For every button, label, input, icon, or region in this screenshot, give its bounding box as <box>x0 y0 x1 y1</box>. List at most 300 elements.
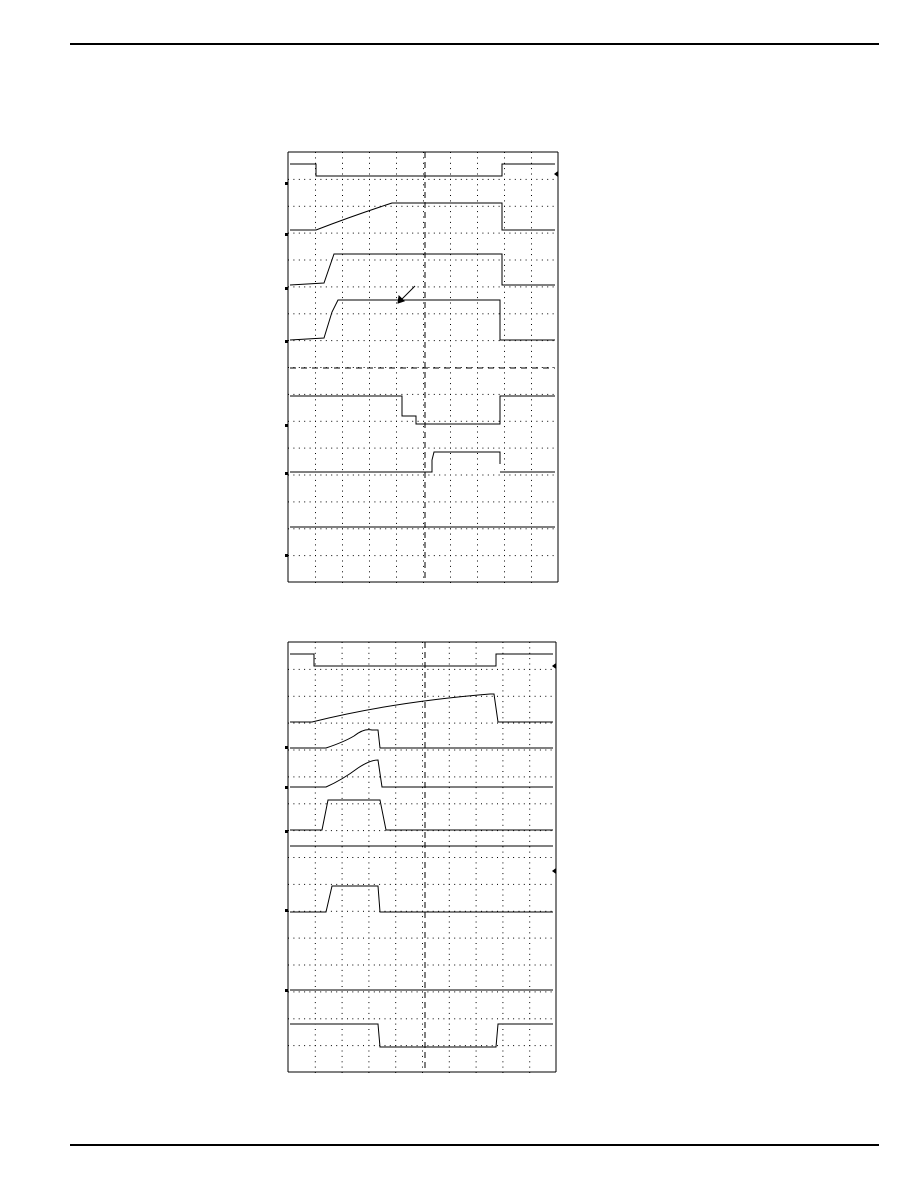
grid-dot <box>391 501 392 502</box>
grid-dot <box>423 442 424 443</box>
grid-dot <box>369 469 370 470</box>
grid-dot <box>363 750 364 751</box>
grid-dot <box>369 372 370 373</box>
grid-dot <box>315 1008 316 1009</box>
grid-dot <box>529 809 530 810</box>
grid-dot <box>369 227 370 228</box>
grid-dot <box>326 501 327 502</box>
grid-dot <box>504 174 505 175</box>
grid-dot <box>342 889 343 890</box>
grid-dot <box>476 868 477 869</box>
grid-dot <box>465 1045 466 1046</box>
grid-dot <box>529 664 530 665</box>
grid-dot <box>499 286 500 287</box>
grid-dot <box>476 755 477 756</box>
grid-dot <box>423 184 424 185</box>
grid-dot <box>299 696 300 697</box>
grid-dot <box>476 793 477 794</box>
grid-dot <box>529 658 530 659</box>
grid-dot <box>502 970 503 971</box>
grid-dot <box>320 803 321 804</box>
grid-dot <box>342 475 343 476</box>
grid-dot <box>449 798 450 799</box>
grid-dot <box>477 329 478 330</box>
grid-dot <box>396 351 397 352</box>
grid-dot <box>374 750 375 751</box>
grid-dot <box>396 297 397 298</box>
grid-dot <box>519 696 520 697</box>
grid-dot <box>368 1034 369 1035</box>
grid-dot <box>423 577 424 578</box>
grid-dot <box>331 776 332 777</box>
grid-dot <box>304 1018 305 1019</box>
grid-dot <box>461 313 462 314</box>
grid-dot <box>476 712 477 713</box>
grid-dot <box>418 501 419 502</box>
grid-dot <box>450 303 451 304</box>
grid-dot <box>476 938 477 939</box>
grid-dot <box>342 733 343 734</box>
grid-dot <box>449 1045 450 1046</box>
grid-dot <box>411 965 412 966</box>
grid-dot <box>374 394 375 395</box>
grid-dot <box>476 836 477 837</box>
grid-dot <box>477 179 478 180</box>
grid-dot <box>315 313 316 314</box>
grid-dot <box>423 313 424 314</box>
grid-dot <box>336 1018 337 1019</box>
grid-dot <box>531 426 532 427</box>
grid-dot <box>369 217 370 218</box>
grid-dot <box>326 394 327 395</box>
grid-dot <box>449 943 450 944</box>
grid-dot <box>508 1045 509 1046</box>
grid-dot <box>529 793 530 794</box>
grid-dot <box>368 674 369 675</box>
grid-dot <box>466 233 467 234</box>
grid-dot <box>310 340 311 341</box>
grid-dot <box>315 356 316 357</box>
grid-dot <box>481 803 482 804</box>
grid-dot <box>407 475 408 476</box>
grid-dot <box>342 701 343 702</box>
grid-dot <box>499 206 500 207</box>
grid-dot <box>342 760 343 761</box>
grid-dot <box>449 707 450 708</box>
grid-dot <box>315 782 316 783</box>
grid-dot <box>396 303 397 304</box>
grid-dot <box>395 680 396 681</box>
grid-dot <box>513 938 514 939</box>
grid-dot <box>342 1029 343 1030</box>
grid-dot <box>476 750 477 751</box>
grid-dot <box>395 970 396 971</box>
grid-dot <box>477 539 478 540</box>
grid-dot <box>342 389 343 390</box>
grid-dot <box>406 669 407 670</box>
grid-dot <box>320 965 321 966</box>
grid-dot <box>422 712 423 713</box>
grid-dot <box>368 723 369 724</box>
grid-dot <box>423 238 424 239</box>
grid-dot <box>551 750 552 751</box>
grid-dot <box>326 206 327 207</box>
grid-dot <box>482 501 483 502</box>
grid-dot <box>482 394 483 395</box>
grid-dot <box>526 394 527 395</box>
grid-dot <box>450 260 451 261</box>
grid-dot <box>310 179 311 180</box>
grid-dot <box>369 555 370 556</box>
grid-dot <box>396 270 397 271</box>
grid-dot <box>374 776 375 777</box>
grid-dot <box>428 421 429 422</box>
grid-dot <box>342 954 343 955</box>
grid-dot <box>315 157 316 158</box>
trigger-marker-1 <box>552 663 556 669</box>
grid-dot <box>526 475 527 476</box>
grid-dot <box>422 723 423 724</box>
grid-dot <box>486 1045 487 1046</box>
grid-dot <box>449 690 450 691</box>
grid-dot <box>342 771 343 772</box>
grid-dot <box>545 1018 546 1019</box>
grid-dot <box>445 501 446 502</box>
grid-dot <box>529 857 530 858</box>
oscilloscope-capture-bottom <box>282 640 562 1076</box>
grid-dot <box>531 475 532 476</box>
grid-dot <box>504 276 505 277</box>
grid-dot <box>504 292 505 293</box>
scope-bottom-svg <box>282 640 562 1076</box>
grid-dot <box>493 528 494 529</box>
grid-dot <box>396 265 397 266</box>
grid-dot <box>368 830 369 831</box>
ch4-marker <box>285 909 288 912</box>
grid-dot <box>395 895 396 896</box>
grid-dot <box>504 346 505 347</box>
grid-dot <box>542 501 543 502</box>
grid-dot <box>342 378 343 379</box>
grid-dot <box>368 750 369 751</box>
grid-dot <box>342 426 343 427</box>
grid-dot <box>315 571 316 572</box>
grid-dot <box>531 265 532 266</box>
grid-dot <box>443 776 444 777</box>
grid-dot <box>504 544 505 545</box>
grid-dot <box>502 793 503 794</box>
grid-dot <box>423 389 424 390</box>
grid-dot <box>465 991 466 992</box>
grid-dot <box>470 776 471 777</box>
grid-dot <box>342 410 343 411</box>
grid-dot <box>529 750 530 751</box>
grid-dot <box>369 211 370 212</box>
grid-dot <box>326 233 327 234</box>
grid-dot <box>315 437 316 438</box>
grid-dot <box>342 561 343 562</box>
grid-dot <box>529 707 530 708</box>
grid-dot <box>434 394 435 395</box>
grid-dot <box>449 1051 450 1052</box>
grid-dot <box>411 669 412 670</box>
grid-dot <box>396 292 397 293</box>
grid-dot <box>401 991 402 992</box>
grid-dot <box>553 421 554 422</box>
grid-dot <box>515 260 516 261</box>
grid-dot <box>315 227 316 228</box>
grid-dot <box>390 857 391 858</box>
grid-dot <box>470 1045 471 1046</box>
grid-dot <box>385 830 386 831</box>
grid-dot <box>450 523 451 524</box>
grid-dot <box>342 728 343 729</box>
grid-dot <box>331 750 332 751</box>
grid-dot <box>449 664 450 665</box>
grid-dot <box>315 895 316 896</box>
grid-dot <box>406 884 407 885</box>
grid-dot <box>455 394 456 395</box>
grid-dot <box>342 647 343 648</box>
grid-dot <box>477 157 478 158</box>
grid-dot <box>336 776 337 777</box>
grid-dot <box>412 421 413 422</box>
grid-dot <box>293 1045 294 1046</box>
grid-dot <box>374 991 375 992</box>
grid-dot <box>423 249 424 250</box>
grid-dot <box>368 905 369 906</box>
grid-dot <box>434 206 435 207</box>
grid-dot <box>396 174 397 175</box>
grid-dot <box>342 744 343 745</box>
grid-dot <box>342 329 343 330</box>
grid-dot <box>508 1018 509 1019</box>
grid-dot <box>379 723 380 724</box>
grid-dot <box>395 1002 396 1003</box>
grid-dot <box>454 991 455 992</box>
grid-dot <box>465 965 466 966</box>
grid-dot <box>368 658 369 659</box>
grid-dot <box>477 534 478 535</box>
grid-dot <box>368 819 369 820</box>
grid-dot <box>379 830 380 831</box>
grid-dot <box>450 319 451 320</box>
grid-dot <box>353 421 354 422</box>
grid-dot <box>315 680 316 681</box>
grid-dot <box>449 653 450 654</box>
grid-dot <box>315 658 316 659</box>
grid-dot <box>315 755 316 756</box>
grid-dot <box>423 362 424 363</box>
grid-dot <box>486 991 487 992</box>
grid-dot <box>450 265 451 266</box>
grid-dot <box>342 707 343 708</box>
grid-dot <box>488 206 489 207</box>
grid-dot <box>450 550 451 551</box>
grid-dot <box>477 523 478 524</box>
grid-dot <box>423 405 424 406</box>
grid-dot <box>326 696 327 697</box>
ch3-marker <box>285 830 288 833</box>
grid-dot <box>502 707 503 708</box>
grid-dot <box>466 394 467 395</box>
grid-dot <box>352 776 353 777</box>
grid-dot <box>443 857 444 858</box>
grid-dot <box>406 696 407 697</box>
grid-dot <box>342 690 343 691</box>
grid-dot <box>395 1008 396 1009</box>
grid-dot <box>315 927 316 928</box>
grid-dot <box>476 674 477 675</box>
grid-dot <box>336 669 337 670</box>
grid-dot <box>304 260 305 261</box>
grid-dot <box>396 432 397 433</box>
grid-dot <box>443 696 444 697</box>
grid-dot <box>529 841 530 842</box>
grid-dot <box>299 394 300 395</box>
grid-dot <box>396 372 397 373</box>
grid-dot <box>482 179 483 180</box>
grid-dot <box>526 286 527 287</box>
grid-dot <box>531 453 532 454</box>
grid-dot <box>450 372 451 373</box>
grid-dot <box>396 200 397 201</box>
grid-dot <box>342 518 343 519</box>
grid-dot <box>320 286 321 287</box>
grid-dot <box>320 555 321 556</box>
grid-dot <box>342 243 343 244</box>
grid-dot <box>529 814 530 815</box>
grid-dot <box>531 539 532 540</box>
grid-dot <box>293 179 294 180</box>
grid-dot <box>476 825 477 826</box>
grid-dot <box>502 943 503 944</box>
grid-dot <box>477 512 478 513</box>
grid-dot <box>358 179 359 180</box>
grid-dot <box>342 717 343 718</box>
grid-dot <box>502 959 503 960</box>
grid-dot <box>449 965 450 966</box>
grid-dot <box>531 577 532 578</box>
grid-dot <box>391 421 392 422</box>
grid-dot <box>433 965 434 966</box>
grid-dot <box>531 351 532 352</box>
grid-dot <box>309 1045 310 1046</box>
grid-dot <box>315 981 316 982</box>
grid-dot <box>342 577 343 578</box>
grid-dot <box>481 991 482 992</box>
grid-dot <box>449 685 450 686</box>
grid-dot <box>423 190 424 191</box>
grid-dot <box>422 857 423 858</box>
grid-dot <box>519 884 520 885</box>
grid-dot <box>531 448 532 449</box>
grid-dot <box>504 222 505 223</box>
grid-dot <box>427 1045 428 1046</box>
grid-dot <box>477 566 478 567</box>
grid-dot <box>411 991 412 992</box>
grid-dot <box>391 179 392 180</box>
grid-dot <box>342 814 343 815</box>
grid-dot <box>438 857 439 858</box>
grid-dot <box>422 717 423 718</box>
grid-dot <box>422 1018 423 1019</box>
grid-dot <box>315 340 316 341</box>
grid-dot <box>529 884 530 885</box>
grid-dot <box>466 313 467 314</box>
grid-dot <box>412 206 413 207</box>
grid-dot <box>342 1018 343 1019</box>
grid-dot <box>326 830 327 831</box>
grid-dot <box>477 313 478 314</box>
grid-dot <box>423 512 424 513</box>
grid-dot <box>450 378 451 379</box>
grid-dot <box>342 981 343 982</box>
grid-dot <box>342 512 343 513</box>
grid-dot <box>423 211 424 212</box>
grid-dot <box>540 750 541 751</box>
scope-bottom-trace-4 <box>290 760 553 787</box>
grid-dot <box>477 200 478 201</box>
grid-dot <box>326 448 327 449</box>
grid-dot <box>342 442 343 443</box>
scope-bottom-trace-1 <box>290 654 553 666</box>
grid-dot <box>482 260 483 261</box>
grid-dot <box>509 206 510 207</box>
grid-dot <box>395 1013 396 1014</box>
grid-dot <box>422 879 423 880</box>
grid-dot <box>347 555 348 556</box>
grid-dot <box>477 168 478 169</box>
grid-dot <box>423 491 424 492</box>
grid-dot <box>529 680 530 681</box>
grid-dot <box>438 723 439 724</box>
grid-dot <box>472 528 473 529</box>
grid-dot <box>423 501 424 502</box>
grid-dot <box>476 814 477 815</box>
grid-dot <box>395 814 396 815</box>
grid-dot <box>423 372 424 373</box>
grid-dot <box>477 292 478 293</box>
grid-dot <box>531 190 532 191</box>
grid-dot <box>499 179 500 180</box>
grid-dot <box>504 421 505 422</box>
grid-dot <box>531 270 532 271</box>
grid-dot <box>368 1013 369 1014</box>
grid-dot <box>342 809 343 810</box>
grid-dot <box>449 782 450 783</box>
grid-dot <box>422 975 423 976</box>
grid-dot <box>396 157 397 158</box>
grid-dot <box>391 260 392 261</box>
grid-dot <box>293 696 294 697</box>
grid-dot <box>423 286 424 287</box>
grid-dot <box>492 857 493 858</box>
grid-dot <box>472 206 473 207</box>
grid-dot <box>515 475 516 476</box>
grid-dot <box>395 674 396 675</box>
grid-dot <box>504 571 505 572</box>
grid-dot <box>368 664 369 665</box>
grid-dot <box>493 179 494 180</box>
grid-dot <box>310 260 311 261</box>
grid-dot <box>450 157 451 158</box>
grid-dot <box>542 448 543 449</box>
grid-dot <box>368 932 369 933</box>
grid-dot <box>422 1061 423 1062</box>
grid-dot <box>342 485 343 486</box>
grid-dot <box>396 501 397 502</box>
